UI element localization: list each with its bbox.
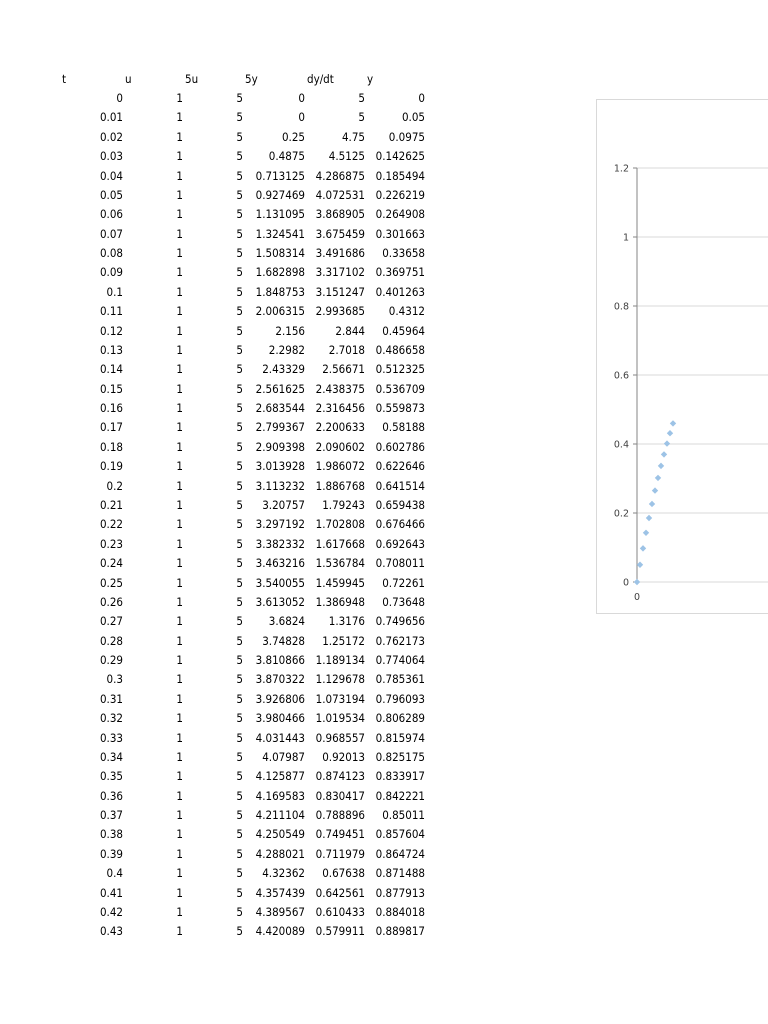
cell-5y[interactable]: 1.848753 — [255, 284, 305, 299]
cell-y[interactable]: 0.815974 — [375, 730, 425, 745]
data-point[interactable] — [640, 545, 646, 551]
cell-u[interactable]: 1 — [176, 168, 183, 183]
cell-dy-dt[interactable]: 1.79243 — [322, 497, 365, 512]
data-point[interactable] — [664, 440, 670, 446]
cell-t[interactable]: 0 — [116, 91, 123, 105]
cell-y[interactable]: 0.85011 — [382, 808, 425, 823]
cell-5u[interactable]: 5 — [236, 517, 243, 532]
cell-u[interactable]: 1 — [176, 730, 183, 745]
cell-5u[interactable]: 5 — [236, 827, 243, 842]
cell-t[interactable]: 0.04 — [99, 168, 123, 183]
cell-dy-dt[interactable]: 0.610433 — [315, 904, 365, 919]
cell-u[interactable]: 1 — [176, 420, 183, 435]
cell-5u[interactable]: 5 — [236, 924, 243, 939]
cell-5u[interactable]: 5 — [236, 497, 243, 512]
cell-5y[interactable]: 4.07987 — [262, 749, 305, 764]
cell-5y[interactable]: 3.297192 — [255, 517, 305, 532]
cell-t[interactable]: 0.14 — [99, 362, 123, 377]
cell-t[interactable]: 0.06 — [99, 207, 123, 222]
cell-t[interactable]: 0.37 — [99, 808, 123, 823]
column-header-5u[interactable]: 5u — [185, 72, 199, 86]
cell-y[interactable]: 0.871488 — [375, 866, 425, 881]
data-point[interactable] — [652, 487, 658, 493]
cell-y[interactable]: 0.559873 — [375, 401, 425, 416]
cell-y[interactable]: 0.33658 — [382, 246, 425, 261]
cell-5y[interactable]: 3.980466 — [255, 711, 305, 726]
cell-5y[interactable]: 3.382332 — [255, 536, 305, 551]
cell-u[interactable]: 1 — [176, 342, 183, 357]
cell-t[interactable]: 0.23 — [99, 536, 123, 551]
data-point[interactable] — [643, 530, 649, 536]
data-point[interactable] — [637, 562, 643, 568]
cell-5y[interactable]: 2.799367 — [255, 420, 305, 435]
cell-dy-dt[interactable]: 0.874123 — [315, 769, 365, 784]
cell-t[interactable]: 0.27 — [99, 614, 123, 629]
cell-dy-dt[interactable]: 5 — [358, 91, 365, 105]
cell-5u[interactable]: 5 — [236, 672, 243, 687]
data-point[interactable] — [649, 501, 655, 507]
column-header-t[interactable]: t — [62, 72, 67, 86]
column-header-dy-dt[interactable]: dy/dt — [307, 72, 334, 86]
cell-y[interactable]: 0.72261 — [382, 575, 425, 590]
cell-u[interactable]: 1 — [176, 827, 183, 842]
cell-5u[interactable]: 5 — [236, 691, 243, 706]
cell-y[interactable]: 0.301663 — [375, 226, 425, 241]
cell-5u[interactable]: 5 — [236, 866, 243, 881]
cell-t[interactable]: 0.32 — [99, 711, 123, 726]
cell-dy-dt[interactable]: 0.711979 — [315, 846, 365, 861]
cell-dy-dt[interactable]: 2.090602 — [315, 439, 365, 454]
y-tick-label: 0 — [622, 577, 629, 589]
data-point[interactable] — [646, 515, 652, 521]
cell-dy-dt[interactable]: 1.702808 — [315, 517, 365, 532]
y-tick-label: 1 — [622, 232, 629, 244]
cell-dy-dt[interactable]: 1.617668 — [315, 536, 365, 551]
cell-5u[interactable]: 5 — [236, 129, 243, 144]
column-header-5y[interactable]: 5y — [245, 72, 258, 86]
cell-t[interactable]: 0.15 — [99, 381, 123, 396]
cell-y[interactable]: 0 — [418, 91, 425, 105]
cell-t[interactable]: 0.43 — [99, 924, 123, 939]
cell-y[interactable]: 0.774064 — [375, 653, 425, 668]
cell-u[interactable]: 1 — [176, 691, 183, 706]
cell-t[interactable]: 0.42 — [99, 904, 123, 919]
cell-y[interactable]: 0.512325 — [375, 362, 425, 377]
cell-dy-dt[interactable]: 4.072531 — [315, 187, 365, 202]
cell-5u[interactable]: 5 — [236, 556, 243, 571]
cell-t[interactable]: 0.2 — [106, 478, 123, 493]
cell-5y[interactable]: 2.561625 — [255, 381, 305, 396]
cell-5u[interactable]: 5 — [236, 749, 243, 764]
y-tick-label: 0.2 — [613, 508, 629, 520]
cell-y[interactable]: 0.226219 — [375, 187, 425, 202]
cell-dy-dt[interactable]: 1.129678 — [315, 672, 365, 687]
cell-dy-dt[interactable]: 1.189134 — [315, 653, 365, 668]
cell-u[interactable]: 1 — [176, 187, 183, 202]
cell-dy-dt[interactable]: 1.886768 — [315, 478, 365, 493]
data-point[interactable] — [667, 430, 673, 436]
cell-5y[interactable]: 3.926806 — [255, 691, 305, 706]
cell-5u[interactable]: 5 — [236, 284, 243, 299]
cell-5u[interactable]: 5 — [236, 633, 243, 648]
cell-5y[interactable]: 1.131095 — [255, 207, 305, 222]
cell-5y[interactable]: 2.909398 — [255, 439, 305, 454]
cell-t[interactable]: 0.08 — [99, 246, 123, 261]
cell-t[interactable]: 0.24 — [99, 556, 123, 571]
cell-dy-dt[interactable]: 4.75 — [341, 129, 365, 144]
cell-5u[interactable]: 5 — [236, 459, 243, 474]
cell-5y[interactable]: 4.125877 — [255, 769, 305, 784]
cell-dy-dt[interactable]: 1.073194 — [315, 691, 365, 706]
cell-y[interactable]: 0.864724 — [375, 846, 425, 861]
scatter-chart[interactable] — [596, 99, 768, 614]
cell-u[interactable]: 1 — [176, 653, 183, 668]
cell-5u[interactable]: 5 — [236, 401, 243, 416]
cell-u[interactable]: 1 — [176, 478, 183, 493]
cell-5y[interactable]: 4.389567 — [255, 904, 305, 919]
cell-5u[interactable]: 5 — [236, 808, 243, 823]
cell-y[interactable]: 0.825175 — [375, 749, 425, 764]
cell-5u[interactable]: 5 — [236, 342, 243, 357]
cell-u[interactable]: 1 — [176, 304, 183, 319]
cell-dy-dt[interactable]: 0.830417 — [315, 788, 365, 803]
cell-dy-dt[interactable]: 3.675459 — [315, 226, 365, 241]
cell-dy-dt[interactable]: 3.317102 — [315, 265, 365, 280]
cell-5y[interactable]: 3.870322 — [255, 672, 305, 687]
cell-u[interactable]: 1 — [176, 846, 183, 861]
cell-5y[interactable]: 4.32362 — [262, 866, 305, 881]
x-tick-label: 0 — [633, 592, 641, 603]
cell-u[interactable]: 1 — [176, 556, 183, 571]
cell-y[interactable]: 0.785361 — [375, 672, 425, 687]
cell-u[interactable]: 1 — [176, 284, 183, 299]
cell-dy-dt[interactable]: 2.200633 — [315, 420, 365, 435]
cell-u[interactable]: 1 — [176, 207, 183, 222]
cell-5u[interactable]: 5 — [236, 149, 243, 164]
cell-5u[interactable]: 5 — [236, 478, 243, 493]
cell-u[interactable]: 1 — [176, 672, 183, 687]
cell-5u[interactable]: 5 — [236, 594, 243, 609]
cell-5y[interactable]: 0.713125 — [255, 168, 305, 183]
cell-5u[interactable]: 5 — [236, 420, 243, 435]
cell-5u[interactable]: 5 — [236, 536, 243, 551]
cell-5y[interactable]: 3.113232 — [255, 478, 305, 493]
cell-y[interactable]: 0.641514 — [375, 478, 425, 493]
y-tick-label: 1.2 — [613, 163, 629, 175]
cell-y[interactable]: 0.884018 — [375, 904, 425, 919]
cell-dy-dt[interactable]: 1.3176 — [328, 614, 365, 629]
cell-t[interactable]: 0.03 — [99, 149, 123, 164]
cell-t[interactable]: 0.09 — [99, 265, 123, 280]
data-point[interactable] — [634, 579, 640, 585]
cell-5y[interactable]: 0.25 — [281, 129, 305, 144]
cell-5y[interactable]: 4.211104 — [255, 808, 305, 823]
cell-5y[interactable]: 0 — [298, 110, 305, 125]
cell-y[interactable]: 0.622646 — [375, 459, 425, 474]
y-tick-label: 0.6 — [613, 370, 629, 382]
cell-5y[interactable]: 4.420089 — [255, 924, 305, 939]
cell-t[interactable]: 0.26 — [99, 594, 123, 609]
cell-dy-dt[interactable]: 3.491686 — [315, 246, 365, 261]
cell-dy-dt[interactable]: 3.151247 — [315, 284, 365, 299]
cell-5u[interactable]: 5 — [236, 381, 243, 396]
cell-5y[interactable]: 3.810866 — [255, 653, 305, 668]
cell-u[interactable]: 1 — [176, 575, 183, 590]
cell-y[interactable]: 0.796093 — [375, 691, 425, 706]
cell-5y[interactable]: 3.463216 — [255, 556, 305, 571]
cell-t[interactable]: 0.01 — [99, 110, 123, 125]
cell-5u[interactable]: 5 — [236, 246, 243, 261]
cell-5y[interactable]: 3.013928 — [255, 459, 305, 474]
cell-y[interactable]: 0.659438 — [375, 497, 425, 512]
cell-u[interactable]: 1 — [176, 633, 183, 648]
cell-t[interactable]: 0.1 — [106, 284, 123, 299]
cell-y[interactable]: 0.889817 — [375, 924, 425, 939]
cell-u[interactable]: 1 — [176, 362, 183, 377]
cell-u[interactable]: 1 — [176, 497, 183, 512]
cell-5u[interactable]: 5 — [236, 226, 243, 241]
cell-u[interactable]: 1 — [176, 226, 183, 241]
y-tick-label: 0.4 — [613, 439, 629, 451]
cell-5u[interactable]: 5 — [236, 265, 243, 280]
cell-y[interactable]: 0.0975 — [388, 129, 425, 144]
cell-t[interactable]: 0.41 — [99, 885, 123, 900]
cell-5u[interactable]: 5 — [236, 904, 243, 919]
data-point[interactable] — [670, 420, 676, 426]
cell-u[interactable]: 1 — [176, 924, 183, 939]
cell-u[interactable]: 1 — [176, 91, 183, 105]
cell-u[interactable]: 1 — [176, 788, 183, 803]
cell-dy-dt[interactable]: 1.986072 — [315, 459, 365, 474]
cell-5y[interactable]: 4.031443 — [255, 730, 305, 745]
cell-u[interactable]: 1 — [176, 439, 183, 454]
cell-u[interactable]: 1 — [176, 381, 183, 396]
cell-y[interactable]: 0.05 — [401, 110, 425, 125]
cell-5y[interactable]: 1.508314 — [255, 246, 305, 261]
cell-5y[interactable]: 2.2982 — [268, 342, 305, 357]
cell-5y[interactable]: 0 — [298, 91, 305, 105]
cell-t[interactable]: 0.19 — [99, 459, 123, 474]
cell-y[interactable]: 0.877913 — [375, 885, 425, 900]
cell-dy-dt[interactable]: 1.019534 — [315, 711, 365, 726]
cell-t[interactable]: 0.33 — [99, 730, 123, 745]
cell-5y[interactable]: 3.74828 — [262, 633, 305, 648]
cell-t[interactable]: 0.05 — [99, 187, 123, 202]
cell-u[interactable]: 1 — [176, 749, 183, 764]
cell-5u[interactable]: 5 — [236, 711, 243, 726]
cell-y[interactable]: 0.58188 — [382, 420, 425, 435]
cell-u[interactable]: 1 — [176, 769, 183, 784]
cell-y[interactable]: 0.749656 — [375, 614, 425, 629]
cell-5u[interactable]: 5 — [236, 614, 243, 629]
cell-dy-dt[interactable]: 1.25172 — [322, 633, 365, 648]
cell-t[interactable]: 0.36 — [99, 788, 123, 803]
cell-dy-dt[interactable]: 2.993685 — [315, 304, 365, 319]
cell-u[interactable]: 1 — [176, 904, 183, 919]
cell-dy-dt[interactable]: 2.7018 — [328, 342, 365, 357]
cell-5u[interactable]: 5 — [236, 653, 243, 668]
cell-u[interactable]: 1 — [176, 459, 183, 474]
cell-dy-dt[interactable]: 3.868905 — [315, 207, 365, 222]
cell-y[interactable]: 0.73648 — [382, 594, 425, 609]
cell-dy-dt[interactable]: 0.67638 — [322, 866, 365, 881]
cell-t[interactable]: 0.3 — [106, 672, 123, 687]
cell-y[interactable]: 0.185494 — [375, 168, 425, 183]
cell-u[interactable]: 1 — [176, 401, 183, 416]
cell-y[interactable]: 0.692643 — [375, 536, 425, 551]
cell-dy-dt[interactable]: 2.56671 — [322, 362, 365, 377]
cell-5y[interactable]: 2.43329 — [262, 362, 305, 377]
cell-5u[interactable]: 5 — [236, 788, 243, 803]
cell-y[interactable]: 0.45964 — [382, 323, 425, 338]
cell-t[interactable]: 0.18 — [99, 439, 123, 454]
cell-u[interactable]: 1 — [176, 323, 183, 338]
cell-5y[interactable]: 2.156 — [275, 323, 305, 338]
cell-t[interactable]: 0.35 — [99, 769, 123, 784]
cell-5u[interactable]: 5 — [236, 187, 243, 202]
cell-t[interactable]: 0.02 — [99, 129, 123, 144]
cell-5y[interactable]: 0.4875 — [268, 149, 305, 164]
cell-dy-dt[interactable]: 0.92013 — [322, 749, 365, 764]
cell-u[interactable]: 1 — [176, 594, 183, 609]
cell-y[interactable]: 0.833917 — [375, 769, 425, 784]
cell-5u[interactable]: 5 — [236, 846, 243, 861]
cell-5y[interactable]: 1.682898 — [255, 265, 305, 280]
cell-5y[interactable]: 4.250549 — [255, 827, 305, 842]
cell-y[interactable]: 0.708011 — [375, 556, 425, 571]
cell-5y[interactable]: 4.288021 — [255, 846, 305, 861]
y-tick-label: 0.8 — [613, 301, 629, 313]
cell-t[interactable]: 0.38 — [99, 827, 123, 842]
cell-t[interactable]: 0.25 — [99, 575, 123, 590]
cell-5u[interactable]: 5 — [236, 769, 243, 784]
cell-t[interactable]: 0.12 — [99, 323, 123, 338]
cell-5y[interactable]: 3.6824 — [268, 614, 305, 629]
cell-5u[interactable]: 5 — [236, 575, 243, 590]
cell-y[interactable]: 0.676466 — [375, 517, 425, 532]
cell-5y[interactable]: 0.927469 — [255, 187, 305, 202]
cell-t[interactable]: 0.39 — [99, 846, 123, 861]
cell-5y[interactable]: 1.324541 — [255, 226, 305, 241]
cell-t[interactable]: 0.11 — [99, 304, 123, 319]
column-header-y[interactable]: y — [367, 72, 374, 86]
cell-y[interactable]: 0.486658 — [375, 342, 425, 357]
cell-dy-dt[interactable]: 0.749451 — [315, 827, 365, 842]
cell-dy-dt[interactable]: 0.642561 — [315, 885, 365, 900]
cell-y[interactable]: 0.842221 — [375, 788, 425, 803]
cell-dy-dt[interactable]: 1.459945 — [315, 575, 365, 590]
cell-y[interactable]: 0.142625 — [375, 149, 425, 164]
cell-t[interactable]: 0.22 — [99, 517, 123, 532]
cell-dy-dt[interactable]: 0.968557 — [315, 730, 365, 745]
cell-t[interactable]: 0.31 — [99, 691, 123, 706]
cell-5y[interactable]: 3.20757 — [262, 497, 305, 512]
cell-5y[interactable]: 3.613052 — [255, 594, 305, 609]
cell-u[interactable]: 1 — [176, 536, 183, 551]
cell-5u[interactable]: 5 — [236, 362, 243, 377]
cell-y[interactable]: 0.602786 — [375, 439, 425, 454]
column-header-u[interactable]: u — [125, 72, 132, 86]
cell-dy-dt[interactable]: 4.5125 — [328, 149, 365, 164]
cell-dy-dt[interactable]: 2.438375 — [315, 381, 365, 396]
cell-y[interactable]: 0.369751 — [375, 265, 425, 280]
cell-u[interactable]: 1 — [176, 614, 183, 629]
cell-t[interactable]: 0.4 — [106, 866, 123, 881]
cell-t[interactable]: 0.07 — [99, 226, 123, 241]
cell-5y[interactable]: 4.357439 — [255, 885, 305, 900]
cell-t[interactable]: 0.34 — [99, 749, 123, 764]
cell-u[interactable]: 1 — [176, 866, 183, 881]
cell-t[interactable]: 0.21 — [99, 497, 123, 512]
cell-dy-dt[interactable]: 0.788896 — [315, 808, 365, 823]
cell-t[interactable]: 0.29 — [99, 653, 123, 668]
cell-t[interactable]: 0.13 — [99, 342, 123, 357]
cell-5u[interactable]: 5 — [236, 730, 243, 745]
cell-5u[interactable]: 5 — [236, 885, 243, 900]
cell-5y[interactable]: 2.006315 — [255, 304, 305, 319]
data-point[interactable] — [655, 475, 661, 481]
cell-u[interactable]: 1 — [176, 885, 183, 900]
cell-t[interactable]: 0.17 — [99, 420, 123, 435]
cell-5u[interactable]: 5 — [236, 439, 243, 454]
cell-5y[interactable]: 3.540055 — [255, 575, 305, 590]
cell-5u[interactable]: 5 — [236, 91, 243, 105]
cell-dy-dt[interactable]: 2.844 — [335, 323, 365, 338]
cell-dy-dt[interactable]: 2.316456 — [315, 401, 365, 416]
cell-y[interactable]: 0.4312 — [388, 304, 425, 319]
cell-t[interactable]: 0.16 — [99, 401, 123, 416]
cell-dy-dt[interactable]: 4.286875 — [315, 168, 365, 183]
cell-u[interactable]: 1 — [176, 711, 183, 726]
cell-5u[interactable]: 5 — [236, 110, 243, 125]
cell-5y[interactable]: 2.683544 — [255, 401, 305, 416]
cell-y[interactable]: 0.536709 — [375, 381, 425, 396]
cell-dy-dt[interactable]: 5 — [358, 110, 365, 125]
cell-dy-dt[interactable]: 1.536784 — [315, 556, 365, 571]
cell-5u[interactable]: 5 — [236, 323, 243, 338]
cell-u[interactable]: 1 — [176, 129, 183, 144]
cell-y[interactable]: 0.401263 — [375, 284, 425, 299]
cell-dy-dt[interactable]: 1.386948 — [315, 594, 365, 609]
cell-u[interactable]: 1 — [176, 246, 183, 261]
cell-y[interactable]: 0.762173 — [375, 633, 425, 648]
cell-u[interactable]: 1 — [176, 149, 183, 164]
cell-5u[interactable]: 5 — [236, 207, 243, 222]
cell-u[interactable]: 1 — [176, 517, 183, 532]
cell-y[interactable]: 0.806289 — [375, 711, 425, 726]
cell-u[interactable]: 1 — [176, 110, 183, 125]
cell-y[interactable]: 0.857604 — [375, 827, 425, 842]
cell-u[interactable]: 1 — [176, 808, 183, 823]
data-point[interactable] — [661, 451, 667, 457]
cell-u[interactable]: 1 — [176, 265, 183, 280]
cell-5u[interactable]: 5 — [236, 168, 243, 183]
cell-5u[interactable]: 5 — [236, 304, 243, 319]
data-point[interactable] — [658, 463, 664, 469]
cell-5y[interactable]: 4.169583 — [255, 788, 305, 803]
cell-dy-dt[interactable]: 0.579911 — [315, 924, 365, 939]
cell-t[interactable]: 0.28 — [99, 633, 123, 648]
cell-y[interactable]: 0.264908 — [375, 207, 425, 222]
